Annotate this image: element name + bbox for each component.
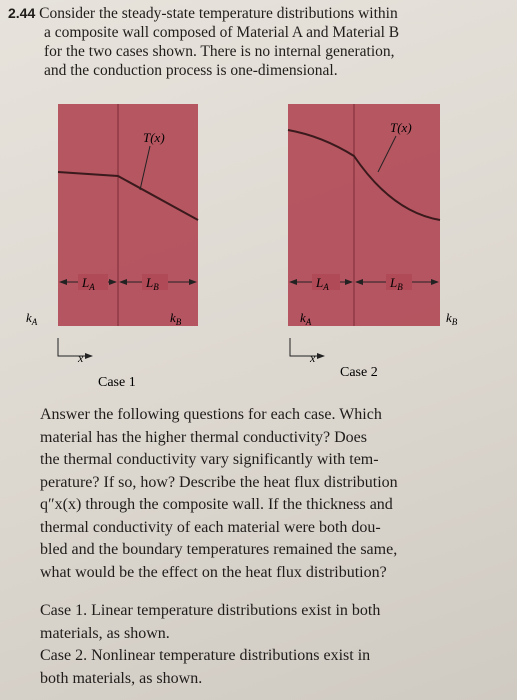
question-line-1: Answer the following questions for each case. Which — [40, 406, 382, 423]
case-descriptions — [40, 600, 470, 690]
case1-x-label: x — [78, 351, 84, 365]
question-line-8: what would be the effect on the heat flux distribution? — [40, 563, 387, 581]
case1-wall — [58, 104, 198, 326]
case2-wall — [288, 104, 440, 326]
question-line-4: perature? If so, how? Describe the heat flux distribution — [40, 473, 398, 491]
case2-la-label: $L_A$ — [316, 275, 329, 292]
case1-ka-label: $k_A$ — [26, 310, 38, 327]
case1-temp-label: T(x) — [143, 130, 165, 145]
question-line-2: material has the higher thermal conductivity? Does — [40, 428, 367, 446]
case2-lb-label: $L_B$ — [390, 275, 403, 292]
case1-lb-label: $L_B$ — [146, 275, 159, 292]
case1-desc-line-2: materials, as shown. — [40, 624, 170, 642]
question-line-3: the thermal conductivity vary significantly with tem- — [40, 451, 379, 468]
case2-desc-line-1: Case 2. Nonlinear temperature distributions exist in — [40, 647, 371, 664]
case1-la-label: $L_A$ — [82, 275, 95, 292]
case2-x-axis — [290, 338, 324, 356]
figure-svg — [0, 92, 517, 402]
problem-number: 2.44 — [8, 5, 36, 21]
problem-statement — [8, 4, 478, 80]
question-paragraph — [40, 404, 470, 584]
case1-desc-line-1: Case 1. Linear temperature distributions exist in both — [40, 602, 381, 619]
problem-line-2: a composite wall composed of Material A and Material B — [44, 24, 400, 41]
case1-x-axis — [58, 338, 92, 356]
case2-ka-label: $k_A$ — [300, 310, 312, 327]
case2-x-label: x — [310, 351, 316, 365]
case2-kb-label: $k_B$ — [446, 310, 458, 327]
question-line-6: thermal conductivity of each material were both dou- — [40, 518, 381, 536]
case1-kb-label: $k_B$ — [170, 310, 182, 327]
case2-temp-label: T(x) — [390, 120, 412, 135]
problem-line-3: for the two cases shown. There is no internal generation, — [44, 43, 395, 60]
case2-caption: Case 2 — [340, 365, 378, 380]
question-line-7: bled and the boundary temperatures remained the same, — [40, 541, 398, 558]
case2-desc-line-2: both materials, as shown. — [40, 669, 203, 687]
question-line-5: q″x(x) through the composite wall. If the thickness and — [40, 496, 393, 513]
problem-line-1: Consider the steady-state temperature distributions within — [39, 5, 398, 22]
problem-line-4: and the conduction process is one-dimensional. — [44, 62, 338, 79]
case1-caption: Case 1 — [98, 375, 136, 390]
figure-composite-walls — [0, 92, 517, 402]
